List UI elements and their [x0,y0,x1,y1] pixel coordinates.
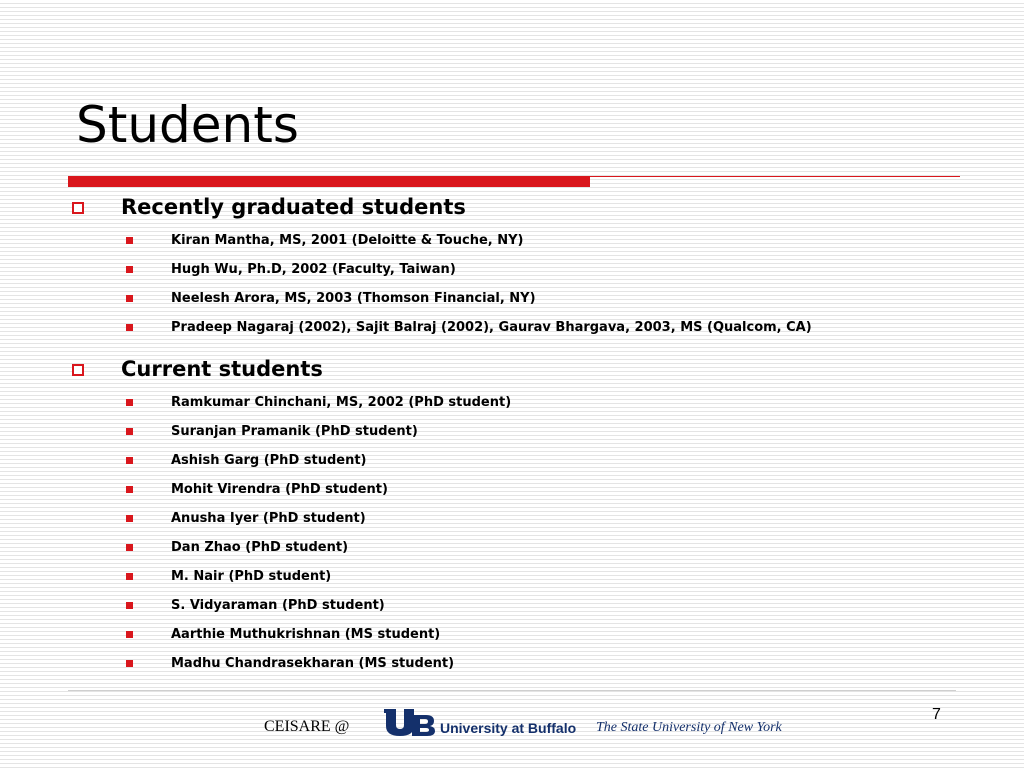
square-bullet-icon [126,544,133,551]
ub-logo-icon [382,707,436,737]
section-heading-current-students [72,357,323,381]
section-heading-label: Recently graduated students [121,195,466,219]
list-item-text: S. Vidyaraman (PhD student) [171,598,385,613]
square-bullet-icon [126,237,133,244]
list-item-text: Kiran Mantha, MS, 2001 (Deloitte & Touche, NY) [171,233,524,248]
page-number: 7 [932,706,941,723]
list-item [126,291,536,306]
ub-logo-name: University at Buffalo [440,720,577,736]
title-underline-thin [590,176,960,177]
list-item [126,262,456,277]
list-item-text: Pradeep Nagaraj (2002), Sajit Balraj (2002), Gaurav Bhargava, 2003, MS (Qualcom, CA) [171,320,812,335]
hollow-square-bullet-icon [72,202,84,214]
ub-logo-tagline: The State University of New York [596,720,782,735]
footer-org-label: CEISARE @ [264,718,350,735]
square-bullet-icon [126,573,133,580]
list-item-text: Dan Zhao (PhD student) [171,540,349,555]
list-item-text: Ramkumar Chinchani, MS, 2002 (PhD student) [171,395,512,410]
list-item-text: Ashish Garg (PhD student) [171,453,367,468]
title-underline-accent [68,176,590,187]
slide-title: Students [76,96,299,154]
list-item [126,424,418,439]
square-bullet-icon [126,602,133,609]
list-item [126,598,385,613]
list-item [126,320,812,335]
list-item-text: Suranjan Pramanik (PhD student) [171,424,418,439]
square-bullet-icon [126,457,133,464]
square-bullet-icon [126,266,133,273]
list-item [126,656,454,671]
square-bullet-icon [126,515,133,522]
square-bullet-icon [126,660,133,667]
section-heading-label: Current students [121,357,323,381]
square-bullet-icon [126,631,133,638]
list-item-text: Hugh Wu, Ph.D, 2002 (Faculty, Taiwan) [171,262,456,277]
list-item-text: Madhu Chandrasekharan (MS student) [171,656,455,671]
footer-divider [68,690,956,691]
square-bullet-icon [126,295,133,302]
list-item [126,511,366,526]
list-item-text: Mohit Virendra (PhD student) [171,482,388,497]
list-item [126,540,348,555]
list-item [126,569,331,584]
list-item-text: M. Nair (PhD student) [171,569,332,584]
list-item-text: Aarthie Muthukrishnan (MS student) [171,627,441,642]
square-bullet-icon [126,428,133,435]
list-item [126,453,367,468]
square-bullet-icon [126,399,133,406]
hollow-square-bullet-icon [72,364,84,376]
list-item-text: Anusha Iyer (PhD student) [171,511,366,526]
list-item [126,627,440,642]
square-bullet-icon [126,324,133,331]
section-heading-recently-graduated [72,195,466,219]
list-item [126,233,523,248]
list-item [126,395,511,410]
square-bullet-icon [126,486,133,493]
list-item [126,482,388,497]
list-item-text: Neelesh Arora, MS, 2003 (Thomson Financial, NY) [171,291,536,306]
